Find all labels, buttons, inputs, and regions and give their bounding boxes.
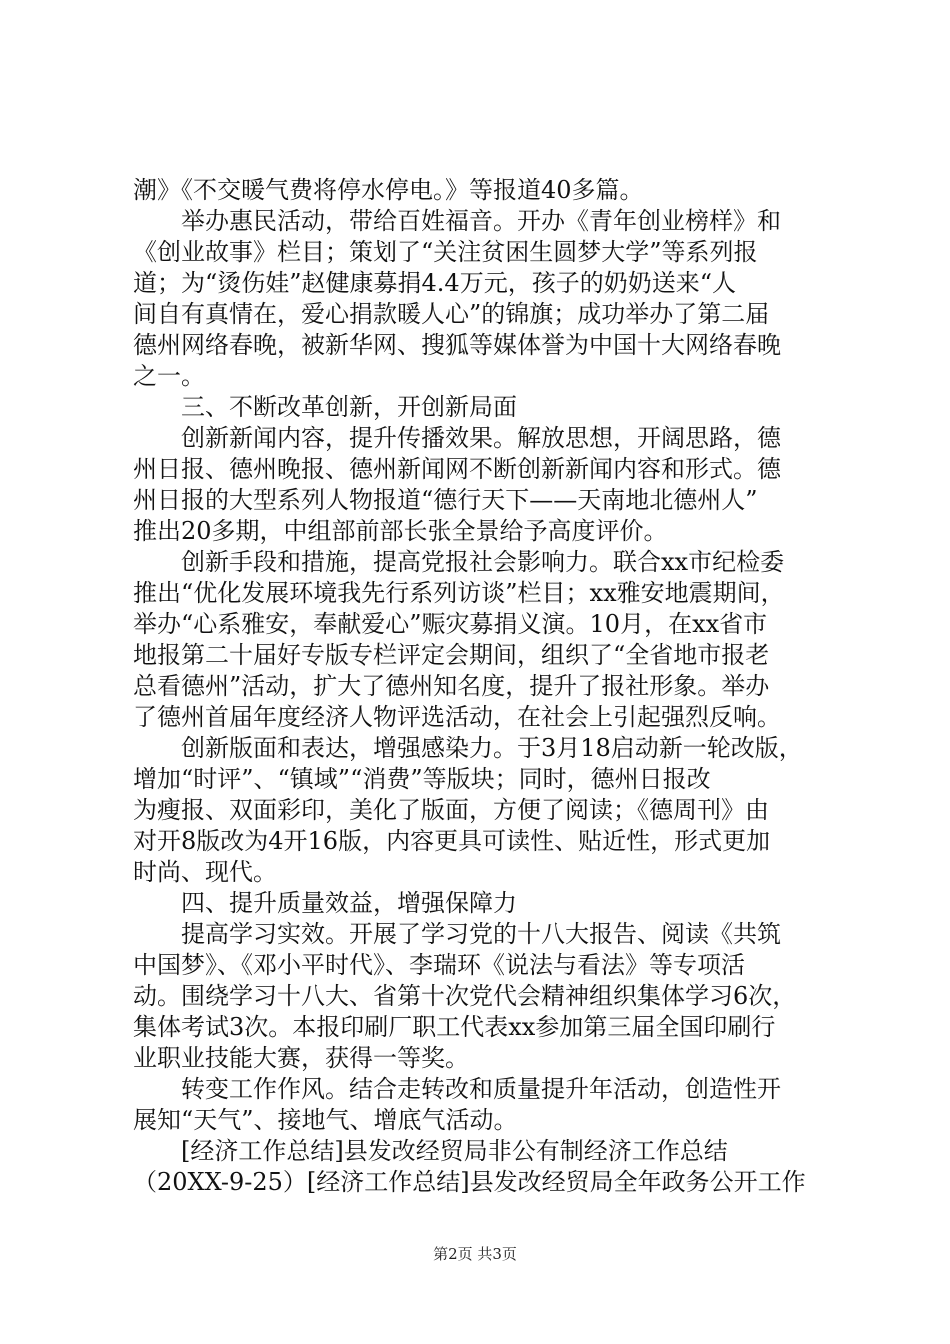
text-line: 业职业技能大赛，获得一等奖。 [133,1044,469,1072]
text-line: 时尚、现代。 [133,858,277,886]
text-line: 为瘦报、双面彩印，美化了版面，方便了阅读；《德周刊》由 [133,796,769,824]
text-line: 州日报、德州晚报、德州新闻网不断创新新闻内容和形式。德 [133,455,781,483]
text-line: 动。围绕学习十八大、省第十次党代会精神组织集体学习6次， [133,982,797,1010]
text-line: [经济工作总结]县发改经贸局非公有制经济工作总结 [133,1137,728,1165]
text-line: 举办“心系雅安，奉献爱心”赈灾募捐义演。10月，在xx省市 [133,610,768,638]
text-line: 对开8版改为4开16版，内容更具可读性、贴近性，形式更加 [133,827,771,855]
text-line: 推出20多期，中组部前部长张全景给予高度评价。 [133,517,668,545]
text-line: 创新手段和措施，提高党报社会影响力。联合xx市纪检委 [133,548,785,576]
text-line: 了德州首届年度经济人物评选活动，在社会上引起强烈反响。 [133,703,781,731]
text-line: 德州网络春晚，被新华网、搜狐等媒体誉为中国十大网络春晚 [133,331,781,359]
text-line: 间自有真情在，爱心捐款暖人心”的锦旗；成功举办了第二届 [133,300,770,328]
text-line: 提高学习实效。开展了学习党的十八大报告、阅读《共筑 [133,920,781,948]
text-line: 增加“时评”、“镇域”“消费”等版块；同时，德州日报改 [133,765,711,793]
text-line: 中国梦》、《邓小平时代》、李瑞环《说法与看法》等专项活 [133,951,745,979]
text-line: 集体考试3次。本报印刷厂职工代表xx参加第三届全国印刷行 [133,1013,776,1041]
section-heading: 三、不断改革创新，开创新局面 [133,393,517,421]
text-line: 推出“优化发展环境我先行系列访谈”栏目；xx雅安地震期间， [133,579,785,607]
text-line: 道；为“烫伤娃”赵健康募捐4.4万元，孩子的奶奶送来“人 [133,269,736,297]
section-heading: 四、提升质量效益，增强保障力 [133,889,517,917]
text-line: （20XX-9-25）[经济工作总结]县发改经贸局全年政务公开工作 [133,1168,806,1196]
text-line: 总看德州”活动，扩大了德州知名度，提升了报社形象。举办 [133,672,770,700]
document-body [133,175,833,1198]
page-number-footer: 第2页 共3页 [433,1245,517,1263]
text-line: 展知“天气”、接地气、增底气活动。 [133,1106,518,1134]
text-line: 《创业故事》栏目；策划了“关注贫困生圆梦大学”等系列报 [133,238,758,266]
text-line: 潮》《不交暖气费将停水停电。》等报道40多篇。 [133,176,644,204]
text-line: 转变工作作风。结合走转改和质量提升年活动，创造性开 [133,1075,781,1103]
text-line: 州日报的大型系列人物报道“德行天下——天南地北德州人” [133,486,758,514]
text-line: 地报第二十届好专版专栏评定会期间，组织了“全省地市报老 [133,641,770,669]
text-line: 创新版面和表达，增强感染力。于3月18启动新一轮改版， [133,734,803,762]
text-line: 创新新闻内容，提升传播效果。解放思想，开阔思路，德 [133,424,781,452]
text-line: 举办惠民活动，带给百姓福音。开办《青年创业榜样》和 [133,207,781,235]
text-line: 之一。 [133,362,205,390]
